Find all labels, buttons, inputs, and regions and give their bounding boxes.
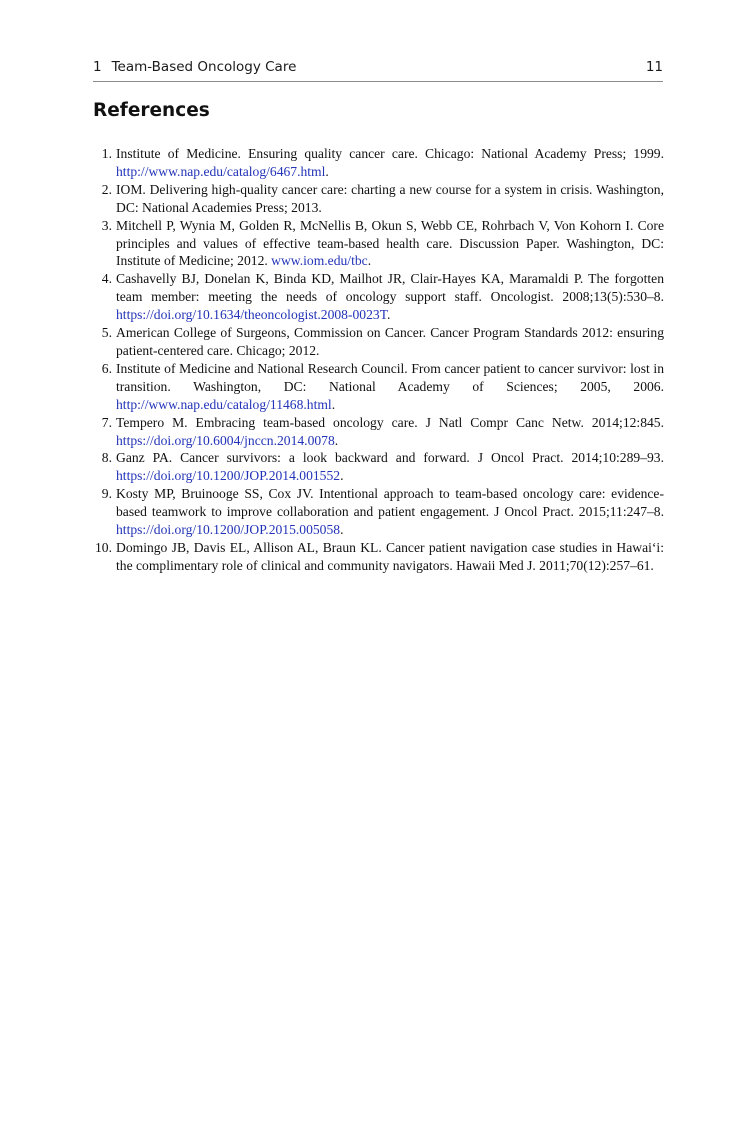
reference-item — [93, 324, 664, 360]
reference-item — [93, 485, 664, 539]
reference-number: 7. — [101, 414, 112, 430]
reference-number: 8. — [101, 450, 112, 466]
reference-item — [93, 270, 664, 324]
reference-text-end: . — [387, 307, 391, 323]
reference-text-end: . — [340, 468, 344, 484]
reference-text-end: . — [331, 396, 336, 412]
reference-link[interactable]: https://doi.org/10.1634/theoncologist.2008-0023T — [116, 307, 387, 323]
reference-number: 2. — [101, 181, 112, 197]
reference-item — [93, 539, 664, 575]
reference-number: 5. — [101, 325, 112, 341]
reference-number: 9. — [101, 486, 112, 502]
reference-text: Kosty MP, Bruinooge SS, Cox JV. Intentional approach to team-based oncology care: evidence-based teamwork to improve collaboration and patient engagement. J Oncol Pract. 2015;11:247–8. — [116, 486, 664, 520]
reference-item — [93, 360, 664, 414]
reference-link[interactable]: http://www.nap.edu/catalog/11468.html — [116, 396, 332, 412]
reference-item — [93, 414, 664, 450]
reference-text: American College of Surgeons, Commission on Cancer. Cancer Program Standards 2012: ensuring patient-centered care. Chicago; 2012. — [116, 325, 664, 358]
references-heading: References — [93, 100, 210, 121]
page-number: 11 — [645, 59, 663, 75]
reference-text-end: . — [325, 163, 329, 179]
reference-number: 4. — [101, 271, 112, 287]
reference-text-end: . — [340, 522, 344, 538]
reference-link[interactable]: https://doi.org/10.6004/jnccn.2014.0078 — [116, 432, 335, 448]
reference-item — [93, 181, 664, 217]
running-head — [93, 59, 663, 82]
reference-list — [93, 145, 664, 575]
reference-link[interactable]: https://doi.org/10.1200/JOP.2014.001552 — [116, 468, 341, 484]
reference-text: Cashavelly BJ, Donelan K, Binda KD, Mailhot JR, Clair-Hayes KA, Maramaldi P. The forgotten team member: meeting the needs of oncology support staff. Oncologist. 2008;13(5):530–8. — [116, 271, 664, 305]
reference-item — [93, 449, 664, 485]
reference-text: Ganz PA. Cancer survivors: a look backward and forward. J Oncol Pract. 2014;10:289–93. — [116, 450, 664, 466]
chapter-title: Team-Based Oncology Care — [111, 59, 297, 75]
running-head-chapter — [93, 59, 296, 75]
reference-item — [93, 145, 664, 181]
reference-link[interactable]: http://www.nap.edu/catalog/6467.html — [116, 163, 326, 179]
reference-item — [93, 217, 664, 271]
reference-number: 10. — [95, 539, 112, 555]
reference-number: 1. — [101, 146, 112, 161]
reference-text: Institute of Medicine and National Research Council. From cancer patient to cancer survivor: lost in transition. Washington, DC: National Academy of Sciences; 2005, 2006. — [116, 360, 664, 394]
reference-text: Tempero M. Embracing team-based oncology care. J Natl Compr Canc Netw. 2014;12:845. — [116, 414, 664, 430]
reference-number: 3. — [101, 217, 112, 233]
reference-link[interactable]: www.iom.edu/tbc — [271, 253, 368, 269]
reference-text: Domingo JB, Davis EL, Allison AL, Braun KL. Cancer patient navigation case studies in Hawai‘i: the complimentary role of clinical and community navigators. Hawaii Med J. 2011;70(12):257–61. — [116, 539, 664, 573]
reference-text-end: . — [367, 253, 372, 269]
reference-text: IOM. Delivering high-quality cancer care: charting a new course for a system in crisis. Washington, DC: National Academies Press; 2013. — [116, 181, 664, 215]
reference-text-end: . — [334, 432, 339, 448]
reference-number: 6. — [101, 360, 112, 376]
reference-text: Mitchell P, Wynia M, Golden R, McNellis B, Okun S, Webb CE, Rohrbach V, Von Kohorn I. Core principles and values of effective team-based health care. Discussion Paper. Washington, DC: Institute of Medicine; 2012. — [116, 217, 664, 269]
reference-text: Institute of Medicine. Ensuring quality cancer care. Chicago: National Academy Press; 1999. — [116, 146, 664, 161]
chapter-number: 1 — [93, 59, 102, 75]
reference-link[interactable]: https://doi.org/10.1200/JOP.2015.005058 — [116, 522, 341, 538]
